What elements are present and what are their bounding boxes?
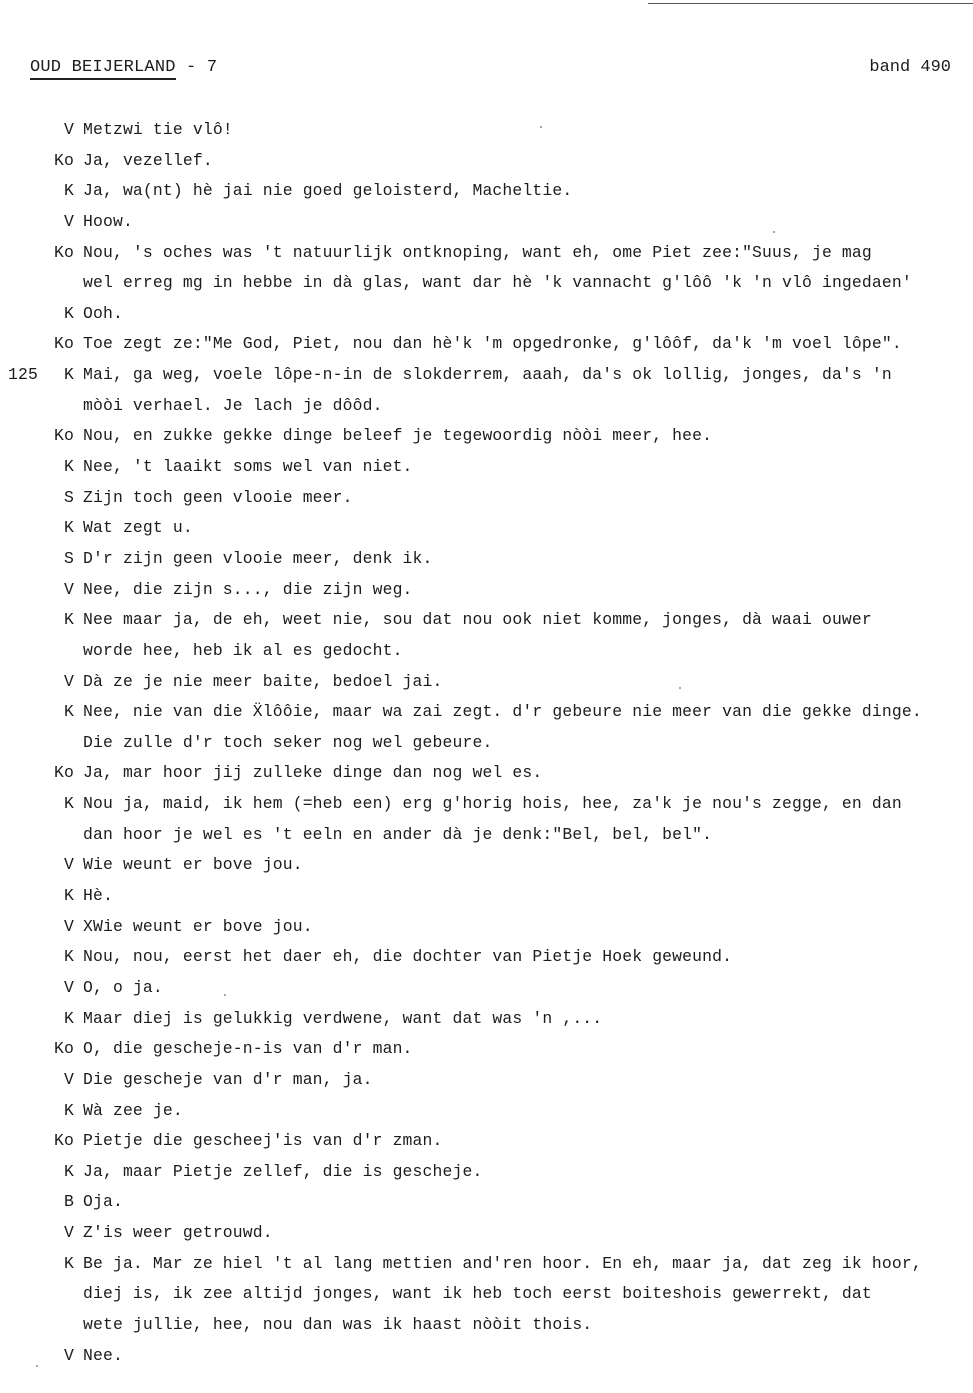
transcript-line [0,149,973,180]
speaker-label: Ko [54,334,74,354]
transcript-body [0,118,973,1374]
speaker-label: S [64,487,74,507]
speaker-label: K [64,457,74,477]
page-number: - 7 [186,58,218,77]
transcript-line [0,547,973,578]
speaker-label: K [64,303,74,323]
transcript-line [0,1099,973,1130]
utterance-text: Dà ze je nie meer baite, bedoel jai. [83,671,443,691]
utterance-text: Metzwi tie vlô! [83,120,233,139]
speaker-label: V [64,120,74,139]
transcript-line [0,486,973,517]
utterance-text: Nee. [83,1345,123,1365]
utterance-text: dan hoor je wel es 't eeln en ander dà je denk:"Bel, bel, bel". [83,824,713,844]
speaker-label: K [64,886,74,906]
transcript-line [0,332,973,363]
speaker-label: K [64,1161,74,1181]
utterance-text: Nee maar ja, de eh, weet nie, sou dat nou ook niet komme, jonges, dà waai ouwer [83,610,872,630]
transcript-line [0,761,973,792]
transcript-line [0,179,973,210]
utterance-text: wete jullie, hee, nou dan was ik haast nòòit thois. [83,1314,593,1334]
speaker-label: Ko [54,426,74,446]
transcript-line [0,1007,973,1038]
transcript-line [0,731,973,762]
utterance-text: wel erreg mg in hebbe in dà glas, want dar hè 'k vannacht g'lôô 'k 'n vlô ingedaen' [83,273,912,293]
transcript-line [0,363,973,394]
transcript-line [0,516,973,547]
speaker-label: V [64,579,74,599]
transcript-line [0,1313,973,1344]
utterance-text: Toe zegt ze:"Me God, Piet, nou dan hè'k 'm opgedronke, g'lôôf, da'k 'm voel lôpe". [83,334,902,354]
speaker-label: Ko [54,763,74,783]
scan-speck [224,994,226,996]
speaker-label: Ko [54,242,74,262]
utterance-text: Ooh. [83,303,123,323]
speaker-label: K [64,702,74,722]
transcript-line [0,241,973,272]
transcript-line [0,1221,973,1252]
utterance-text: diej is, ik zee altijd jonges, want ik heb toch eerst boiteshois gewerrekt, dat [83,1284,872,1304]
speaker-label: K [64,181,74,201]
utterance-text: D'r zijn geen vlooie meer, denk ik. [83,548,433,568]
utterance-text: Maar diej is gelukkig verdwene, want dat was 'n ,... [83,1008,603,1028]
scan-speck [679,687,681,689]
speaker-label: V [64,916,74,936]
speaker-label: V [64,1345,74,1365]
utterance-text: worde hee, heb ik al es gedocht. [83,640,403,660]
transcript-line [0,424,973,455]
speaker-label: V [64,1069,74,1089]
utterance-text: Mai, ga weg, voele lôpe-n-in de slokderrem, aaah, da's ok lollig, jonges, da's 'n [83,365,892,385]
utterance-text: Wà zee je. [83,1100,183,1120]
transcript-line [0,210,973,241]
transcript-line [0,455,973,486]
top-rule [648,3,973,4]
utterance-text: Ja, maar Pietje zellef, die is gescheje. [83,1161,483,1181]
speaker-label: K [64,365,74,385]
speaker-label: K [64,1008,74,1028]
speaker-label: K [64,1100,74,1120]
speaker-label: S [64,548,74,568]
speaker-label: Ko [54,150,74,170]
transcript-line [0,670,973,701]
utterance-text: Ja, vezellef. [83,150,213,170]
transcript-line [0,1190,973,1221]
speaker-label: V [64,855,74,875]
band-label: band 490 [869,58,951,77]
transcript-line [0,608,973,639]
utterance-text: Zijn toch geen vlooie meer. [83,487,353,507]
speaker-label: V [64,671,74,691]
utterance-text: Nee, 't laaikt soms wel van niet. [83,457,413,477]
utterance-text: Pietje die gescheej'is van d'r zman. [83,1131,443,1151]
utterance-text: Nou, en zukke gekke dinge beleef je tegewoordig nòòi meer, hee. [83,426,713,446]
transcript-line [0,1037,973,1068]
speaker-label: K [64,794,74,814]
speaker-label: K [64,947,74,967]
transcript-line [0,1282,973,1313]
speaker-label: K [64,518,74,538]
utterance-text: Nou ja, maid, ik hem (=heb een) erg g'horig hois, hee, za'k je nou's zegge, en dan [83,794,902,814]
utterance-text: Nee, nie van die Ẍlôôie, maar wa zai zegt. d'r gebeure nie meer van die gekke dinge. [83,702,922,722]
utterance-text: XWie weunt er bove jou. [83,916,313,936]
transcript-line [0,394,973,425]
utterance-text: Hoow. [83,211,133,231]
scan-speck [540,126,542,128]
page-header [30,58,217,77]
utterance-text: Nou, 's oches was 't natuurlijk ontknoping, want eh, ome Piet zee:"Suus, je mag [83,242,872,262]
utterance-text: Die zulle d'r toch seker nog wel gebeure. [83,732,493,752]
scan-speck [773,231,775,233]
transcript-line [0,976,973,1007]
utterance-text: mòòi verhael. Je lach je dôôd. [83,395,383,415]
utterance-text: Wat zegt u. [83,518,193,538]
transcript-line [0,915,973,946]
transcript-line [0,1160,973,1191]
transcript-line [0,700,973,731]
transcript-line [0,1129,973,1160]
transcript-line [0,792,973,823]
utterance-text: Ja, mar hoor jij zulleke dinge dan nog wel es. [83,763,543,783]
utterance-text: Nee, die zijn s..., die zijn weg. [83,579,413,599]
transcript-line [0,1252,973,1283]
document-title: OUD BEIJERLAND [30,58,176,80]
utterance-text: Z'is weer getrouwd. [83,1223,273,1243]
transcript-line [0,884,973,915]
speaker-label: Ko [54,1039,74,1059]
transcript-line [0,639,973,670]
utterance-text: Oja. [83,1192,123,1212]
transcript-line [0,1344,973,1375]
utterance-text: O, die gescheje-n-is van d'r man. [83,1039,413,1059]
utterance-text: Nou, nou, eerst het daer eh, die dochter van Pietje Hoek geweund. [83,947,733,967]
utterance-text: Ja, wa(nt) hè jai nie goed geloisterd, Macheltie. [83,181,573,201]
utterance-text: O, o ja. [83,977,163,997]
speaker-label: K [64,1253,74,1273]
transcript-line [0,1068,973,1099]
utterance-text: Be ja. Mar ze hiel 't al lang mettien and'ren hoor. En eh, maar ja, dat zeg ik hoor, [83,1253,922,1273]
utterance-text: Hè. [83,886,113,906]
transcript-line [0,853,973,884]
speaker-label: V [64,1223,74,1243]
speaker-label: B [64,1192,74,1212]
utterance-text: Die gescheje van d'r man, ja. [83,1069,373,1089]
transcript-line [0,118,973,149]
speaker-label: K [64,610,74,630]
speaker-label: V [64,211,74,231]
speaker-label: V [64,977,74,997]
transcript-line [0,578,973,609]
line-number: 125 [8,365,38,385]
transcript-line [0,945,973,976]
transcript-line [0,271,973,302]
scan-speck [36,1365,38,1367]
transcript-line [0,302,973,333]
utterance-text: Wie weunt er bove jou. [83,855,303,875]
transcript-line [0,823,973,854]
speaker-label: Ko [54,1131,74,1151]
